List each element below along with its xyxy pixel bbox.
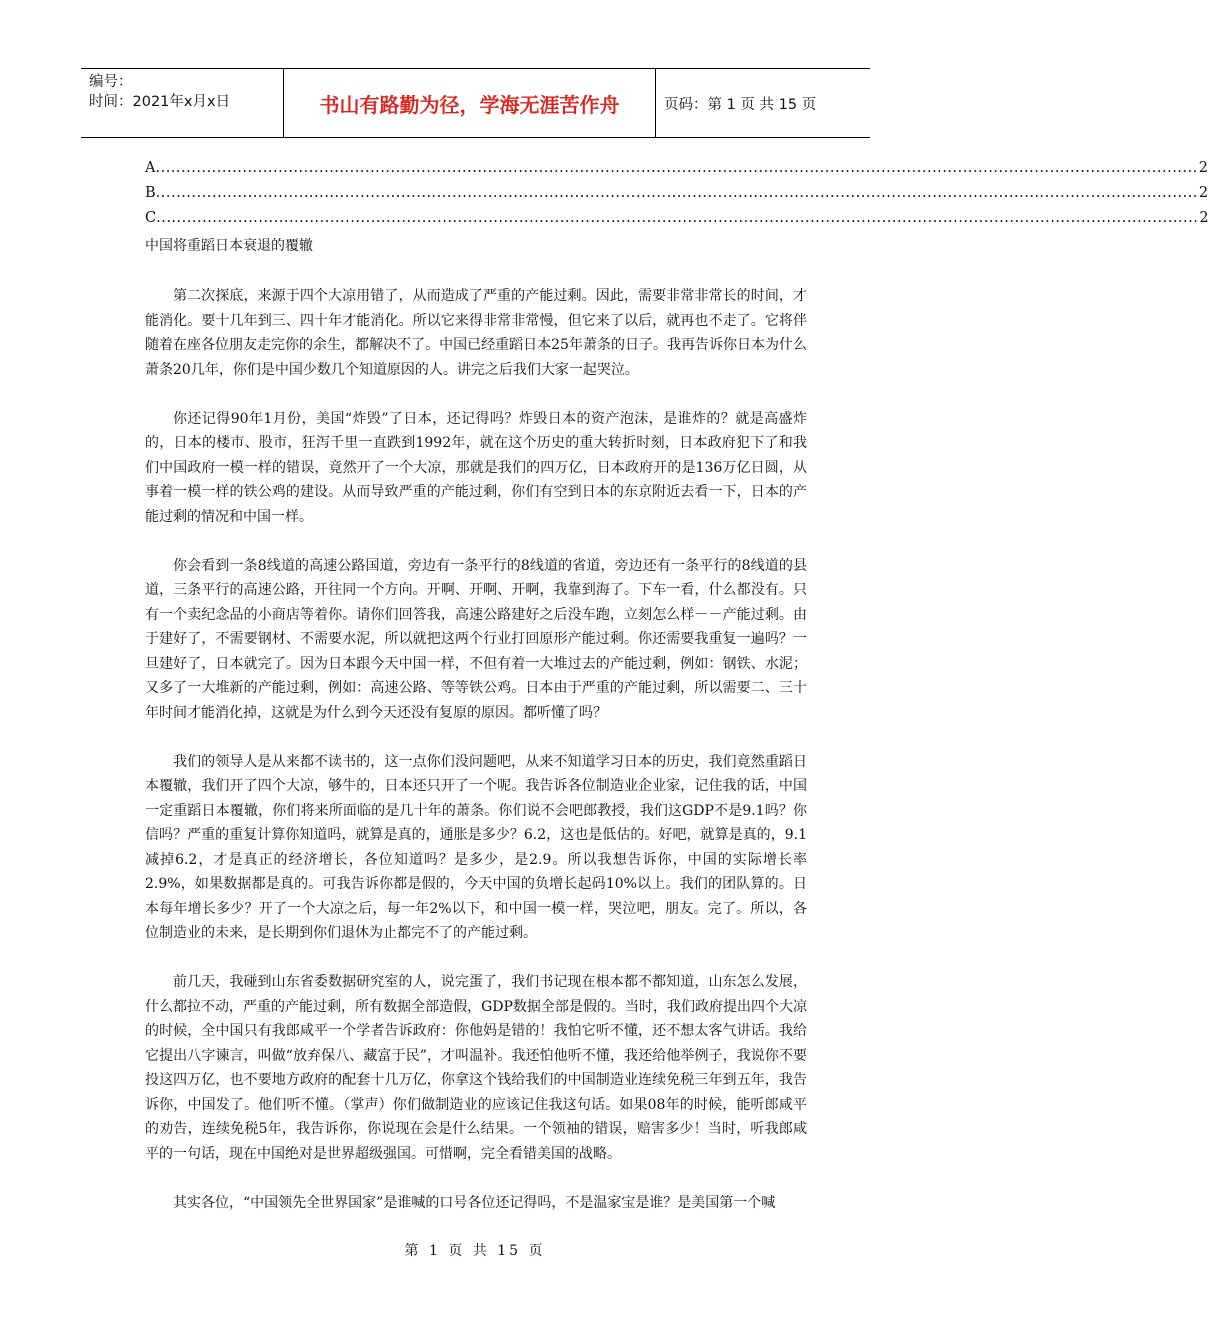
paragraph: 前几天，我碰到山东省委数据研究室的人，说完蛋了，我们书记现在根本都不都知道，山东怎么发展，什么都拉不动，严重的产能过剩，所有数据全部造假，GDP数据全部是假的。当时，我们政府提出四个大凉的时候，全中国只有我郎咸平一个学者告诉政府：你他妈是错的！我怕它听不懂，还不想太客气讲话。我给它提出八字谏言，叫做“放弃保八、藏富于民”，才叫温补。我还怕他听不懂，我还给他举例子，我说你不要投这四万亿，也不要地方政府的配套十几万亿，你拿这个钱给我们的中国制造业连续免税三年到五年，我告诉你，中国发了。他们听不懂。（掌声）你们做制造业的应该记住我这句话。如果08年的时候，能听郎咸平的劝告，连续免税5年，我告诉你，你说现在会是什么结果。一个领袖的错误，赔害多少！当时，听我郎咸平的一句话，现在中国绝对是世界超级强国。可惜啊，完全看错美国的战略。	[145, 974, 807, 1162]
document-body	[145, 284, 807, 1240]
header-table	[81, 68, 870, 138]
motto: 书山有路勤为径，学海无涯苦作舟	[284, 69, 656, 137]
header-left-cell	[81, 69, 284, 137]
page-footer: 第 1 页 共 15 页	[404, 1243, 546, 1259]
paragraph: 你还记得90年1月份，美国“炸毁”了日本，还记得吗？炸毁日本的资产泡沫，是谁炸的？就是高盛炸的，日本的楼市、股市，狂泻千里一直跌到1992年，就在这个历史的重大转折时刻，日本政府犯下了和我们中国政府一模一样的错误，竟然开了一个大凉，那就是我们的四万亿，日本政府开的是136万亿日圆，从事着一模一样的铁公鸡的建设。从而导致严重的产能过剩，你们有空到日本的东京附近去看一下，日本的产能过剩的情况和中国一样。	[145, 410, 807, 525]
toc-item[interactable]	[145, 210, 1209, 235]
paragraph: 第二次探底，来源于四个大凉用错了，从而造成了严重的产能过剩。因此，需要非常非常长的时间，才能消化。要十几年到三、四十年才能消化。所以它来得非常非常慢，但它来了以后，就再也不走了。它将伴随着在座各位朋友走完你的余生，都解决不了。中国已经重蹈日本25年萧条的日子。我再告诉你日本为什么萧条20几年，你们是中国少数几个知道原因的人。讲完之后我们大家一起哭泣。	[145, 288, 807, 378]
table-of-contents	[145, 160, 1209, 235]
toc-page-number: 2	[1198, 185, 1209, 201]
toc-label: A	[145, 160, 156, 176]
paragraph: 其实各位，“中国领先全世界国家”是谁喊的口号各位还记得吗，不是温家宝是谁？是美国第一个喊	[173, 1194, 776, 1211]
page-info: 页码：第 1 页 共 15 页	[664, 96, 817, 113]
document-title: 中国将重蹈日本衰退的覆辙	[145, 238, 313, 254]
toc-leader: ............................................................................................................................................................................................................	[155, 160, 1198, 176]
toc-item[interactable]	[145, 160, 1208, 185]
toc-leader: ............................................................................................................................................................................................................	[156, 210, 1199, 226]
toc-label: B	[145, 185, 156, 201]
paragraph: 你会看到一条8线道的高速公路国道，旁边有一条平行的8线道的省道，旁边还有一条平行的8线道的县道，三条平行的高速公路，开往同一个方向。开啊、开啊、开啊，我靠到海了。下车一看，什么都没有。只有一个卖纪念品的小商店等着你。请你们回答我，高速公路建好之后没车跑，立刻怎么样－－产能过剩。由于建好了，不需要钢材、不需要水泥，所以就把这两个行业打回原形产能过剩。你还需要我重复一遍吗？一旦建好了，日本就完了。因为日本跟今天中国一样，不但有着一大堆过去的产能过剩，例如：钢铁、水泥；又多了一大堆新的产能过剩，例如：高速公路、等等铁公鸡。日本由于严重的产能过剩，所以需要二、三十年时间才能消化掉，这就是为什么到今天还没有复原的原因。都听懂了吗？	[145, 557, 807, 721]
toc-page-number: 2	[1199, 210, 1209, 226]
time-label: 时间：2021年x月x日	[89, 94, 231, 110]
toc-label: C	[145, 210, 157, 226]
toc-item[interactable]	[145, 185, 1209, 210]
number-label: 编号：	[89, 74, 133, 90]
paragraph: 我们的领导人是从来都不读书的，这一点你们没问题吧，从来不知道学习日本的历史，我们竟然重蹈日本覆辙，我们开了四个大凉，够牛的，日本还只开了一个呢。我告诉各位制造业企业家，记住我的话，中国一定重蹈日本覆辙，你们将来所面临的是几十年的萧条。你们说不会吧郎教授，我们这GDP不是9.1吗？你信吗？严重的重复计算你知道吗，就算是真的，通胀是多少？6.2，这也是低估的。好吧，就算是真的，9.1减掉6.2，才是真正的经济增长，各位知道吗？是多少，是2.9。所以我想告诉你，中国的实际增长率2.9%，如果数据都是真的。可我告诉你都是假的，今天中国的负增长起码10%以上。我们的团队算的。日本每年增长多少？开了一个大凉之后，每一年2%以下，和中国一模一样，哭泣吧，朋友。完了。所以，各位制造业的未来，是长期到你们退休为止都完不了的产能过剩。	[145, 753, 807, 941]
toc-leader: ............................................................................................................................................................................................................	[155, 185, 1198, 201]
toc-page-number: 2	[1198, 160, 1208, 176]
